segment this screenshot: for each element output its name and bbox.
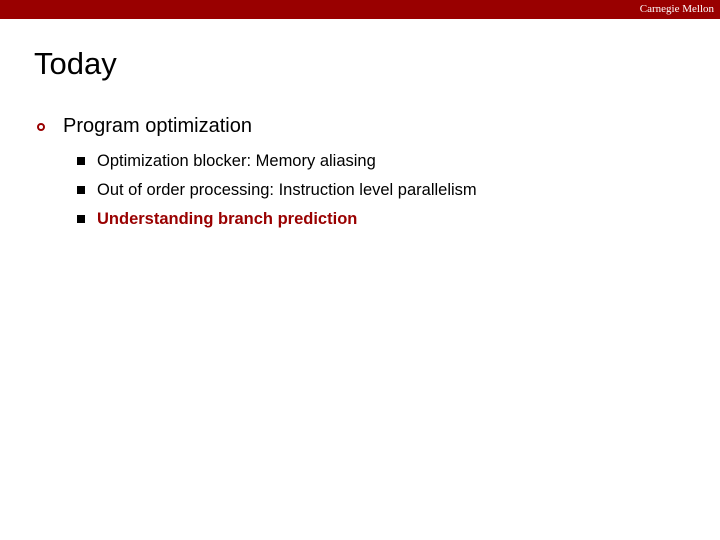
square-bullet-icon xyxy=(77,215,85,223)
org-name: Carnegie Mellon xyxy=(639,3,714,15)
bullet-text: Program optimization xyxy=(63,115,252,137)
square-bullet-icon xyxy=(77,157,85,165)
square-bullet-icon xyxy=(77,186,85,194)
slide-title: Today xyxy=(34,46,117,81)
sub-bullet-item-highlighted xyxy=(77,204,477,233)
sub-bullet-text: Understanding branch prediction xyxy=(97,209,358,228)
bullet-item xyxy=(37,113,252,139)
sub-bullet-list xyxy=(77,146,477,233)
sub-bullet-item xyxy=(77,146,477,175)
sub-bullet-text: Optimization blocker: Memory aliasing xyxy=(97,151,376,170)
header-bar xyxy=(0,0,720,19)
circle-bullet-icon xyxy=(37,123,45,131)
sub-bullet-item xyxy=(77,175,477,204)
sub-bullet-text: Out of order processing: Instruction level parallelism xyxy=(97,180,477,199)
